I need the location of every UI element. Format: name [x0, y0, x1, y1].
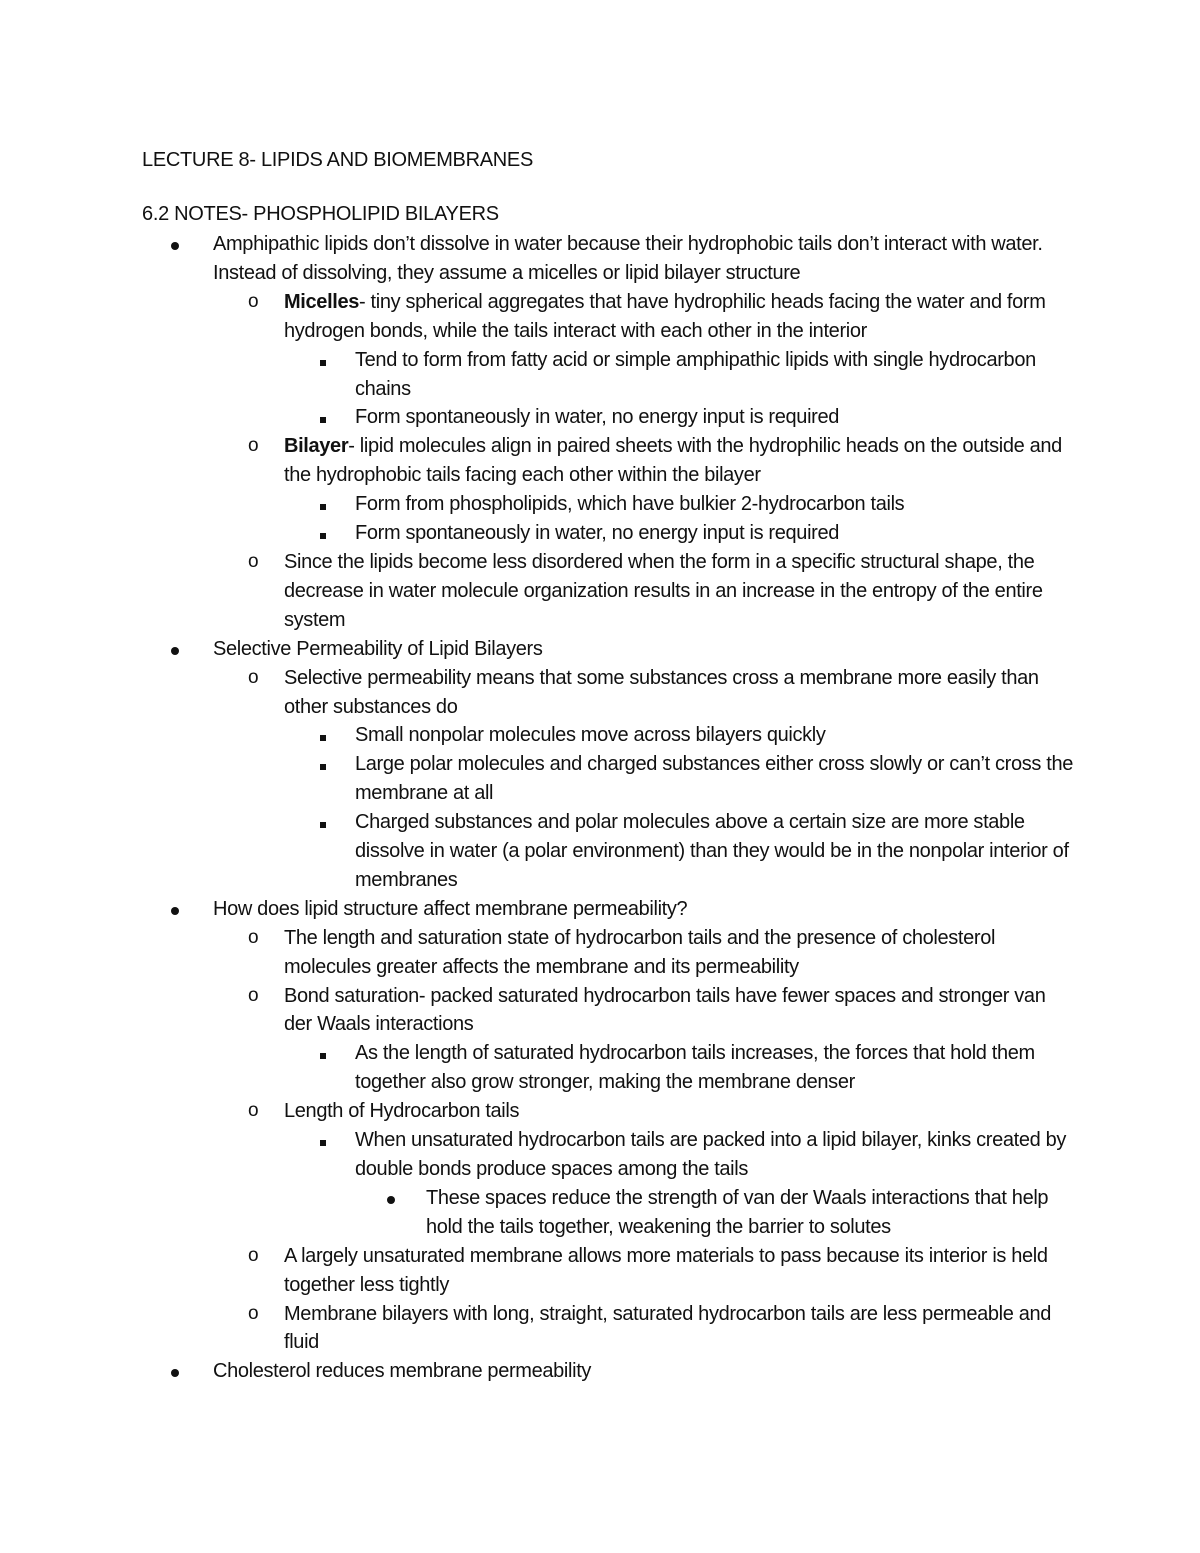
item-body: These spaces reduce the strength of van der Waals interactions that help hold the tails together, weakening the barrier to solutes: [426, 1186, 1049, 1238]
item-body: Membrane bilayers with long, straight, saturated hydrocarbon tails are less permeable and fluid: [284, 1302, 1052, 1354]
list-item-text: [355, 721, 1077, 750]
list-item: [355, 808, 1077, 895]
bullet-square-icon: [320, 1126, 326, 1155]
item-body: Amphipathic lipids don’t dissolve in water because their hydrophobic tails don’t interact with water. Instead of dissolving, they assume a micelles or lipid bilayer structure: [213, 233, 1043, 284]
term-label: Bilayer: [284, 435, 349, 458]
list-item: [426, 1184, 1078, 1242]
list-item-text: [213, 635, 1075, 664]
list-item-text: [284, 548, 1076, 635]
bullet-dot-icon: [387, 1184, 395, 1213]
list-item-text: [355, 750, 1077, 808]
list-item-text: [284, 924, 1076, 982]
bullet-square-icon: [320, 750, 326, 779]
term-label: Micelles: [284, 290, 360, 313]
item-body: Large polar molecules and charged substances either cross slowly or can’t cross the membrane at all: [355, 753, 1073, 805]
bullet-circle-marker: o: [248, 926, 259, 948]
item-body: When unsaturated hydrocarbon tails are packed into a lipid bilayer, kinks created by double bonds produce spaces among the tails: [355, 1129, 1067, 1180]
list-item: [355, 346, 1077, 404]
list-item-text: [284, 1242, 1076, 1300]
list-item: [355, 1126, 1077, 1184]
item-body: Cholesterol reduces membrane permeability: [213, 1360, 592, 1383]
item-body: Form spontaneously in water, no energy input is required: [355, 522, 840, 545]
bullet-dot-icon: [171, 1357, 179, 1386]
item-body: As the length of saturated hydrocarbon tails increases, the forces that hold them together also grow stronger, making the membrane denser: [355, 1042, 1035, 1094]
bullet-square-icon: [320, 403, 326, 432]
list-item: [355, 1039, 1077, 1097]
list-item-text: [355, 403, 1077, 432]
item-body: - tiny spherical aggregates that have hydrophilic heads facing the water and form hydrogen bonds, while the tails interact with each other in the interior: [284, 290, 1046, 342]
bullet-dot-icon: [171, 230, 179, 259]
list-item: [248, 548, 1076, 635]
bullet-square-icon: [320, 519, 326, 548]
list-item-text: [284, 1097, 1076, 1126]
list-item: [248, 1242, 1076, 1300]
item-body: Selective Permeability of Lipid Bilayers: [213, 637, 543, 660]
document-title: LECTURE 8- LIPIDS AND BIOMEMBRANES: [142, 149, 534, 171]
list-item-text: [213, 230, 1075, 288]
list-item: [355, 721, 1077, 750]
list-item-text: [213, 1357, 1075, 1386]
list-item-text: [213, 895, 1075, 924]
item-body: Length of Hydrocarbon tails: [284, 1100, 520, 1123]
list-item: [248, 982, 1076, 1040]
list-item: [355, 403, 1077, 432]
list-item: [355, 750, 1077, 808]
list-item-text: [355, 1039, 1077, 1097]
list-item: [248, 664, 1076, 722]
list-item: [248, 1097, 1076, 1126]
item-body: Form spontaneously in water, no energy input is required: [355, 406, 840, 429]
list-item: [355, 519, 1077, 548]
list-item: [213, 895, 1075, 924]
list-item: [248, 1300, 1076, 1358]
list-item-text: [284, 1300, 1076, 1358]
item-body: Selective permeability means that some substances cross a membrane more easily than other substances do: [284, 666, 1039, 718]
bullet-circle-marker: o: [248, 1244, 259, 1266]
item-body: A largely unsaturated membrane allows more materials to pass because its interior is held together less tightly: [284, 1244, 1048, 1296]
list-item-text: [355, 1126, 1077, 1184]
notes-list: [0, 230, 1200, 1386]
bullet-square-icon: [320, 808, 326, 837]
list-item: [248, 288, 1076, 346]
item-body: Tend to form from fatty acid or simple amphipathic lipids with single hydrocarbon chains: [355, 348, 1036, 400]
list-item-text: [355, 490, 1077, 519]
bullet-circle-marker: o: [248, 435, 259, 457]
list-item-text: [284, 288, 1076, 346]
section-heading: 6.2 NOTES- PHOSPHOLIPID BILAYERS: [142, 203, 499, 225]
list-item: [213, 1357, 1075, 1386]
list-item: [213, 635, 1075, 664]
bullet-circle-marker: o: [248, 984, 259, 1006]
list-item-text: [426, 1184, 1078, 1242]
bullet-square-icon: [320, 346, 326, 375]
bullet-square-icon: [320, 1039, 326, 1068]
item-body: The length and saturation state of hydrocarbon tails and the presence of cholesterol molecules greater affects the membrane and its permeability: [284, 926, 996, 978]
list-item: [248, 432, 1076, 490]
item-body: - lipid molecules align in paired sheets with the hydrophilic heads on the outside and the hydrophobic tails facing each other within the bilayer: [284, 435, 1062, 487]
item-body: Charged substances and polar molecules above a certain size are more stable dissolve in water (a polar environment) than they would be in the nonpolar interior of membranes: [355, 811, 1069, 891]
item-body: Small nonpolar molecules move across bilayers quickly: [355, 724, 826, 747]
bullet-circle-marker: o: [248, 550, 259, 572]
list-item: [248, 924, 1076, 982]
list-item: [355, 490, 1077, 519]
bullet-circle-marker: o: [248, 1302, 259, 1324]
item-body: How does lipid structure affect membrane permeability?: [213, 897, 688, 920]
list-item-text: [284, 982, 1076, 1040]
item-body: Form from phospholipids, which have bulkier 2-hydrocarbon tails: [355, 493, 905, 516]
bullet-square-icon: [320, 490, 326, 519]
list-item: [213, 230, 1075, 288]
bullet-dot-icon: [171, 895, 179, 924]
list-item-text: [355, 346, 1077, 404]
item-body: Since the lipids become less disordered when the form in a specific structural shape, the decrease in water molecule organization results in an increase in the entropy of the entire system: [284, 550, 1043, 631]
list-item-text: [284, 664, 1076, 722]
list-item-text: [355, 519, 1077, 548]
bullet-dot-icon: [171, 635, 179, 664]
bullet-square-icon: [320, 721, 326, 750]
bullet-circle-marker: o: [248, 1100, 259, 1122]
list-item-text: [355, 808, 1077, 895]
bullet-circle-marker: o: [248, 290, 259, 312]
item-body: Bond saturation- packed saturated hydrocarbon tails have fewer spaces and stronger van der Waals interactions: [284, 984, 1046, 1036]
bullet-circle-marker: o: [248, 666, 259, 688]
list-item-text: [284, 432, 1076, 490]
